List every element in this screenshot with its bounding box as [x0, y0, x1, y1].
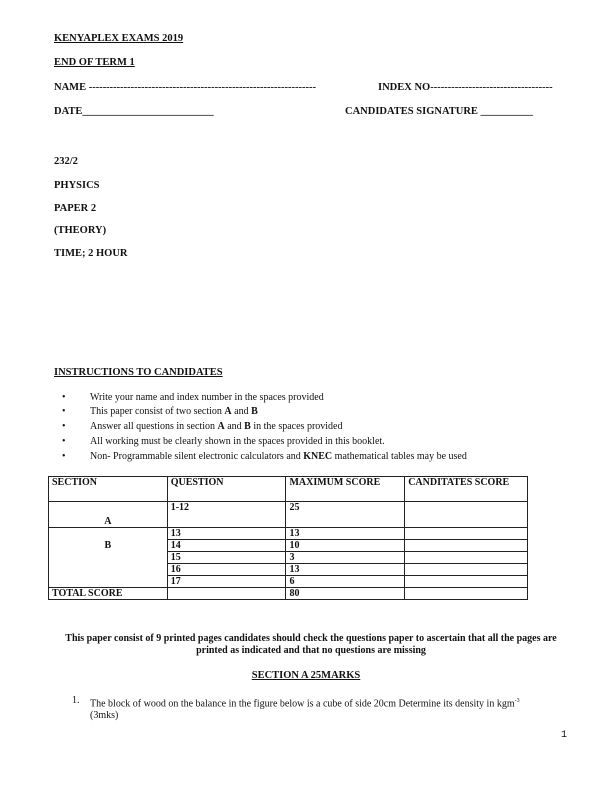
- instruction-text: Answer all questions in section: [90, 421, 218, 432]
- time-allowed: TIME; 2 HOUR: [54, 248, 128, 259]
- candidate-score-cell[interactable]: [405, 576, 528, 588]
- question-cell: 15: [167, 552, 286, 564]
- instruction-text: in the spaces provided: [250, 421, 343, 432]
- bullet-icon: •: [62, 392, 66, 403]
- candidate-score-cell[interactable]: [405, 528, 528, 540]
- section-a-label: A: [49, 502, 168, 528]
- signature-field[interactable]: CANDIDATES SIGNATURE __________: [345, 106, 534, 117]
- table-row-total: [49, 588, 528, 600]
- question-number: 1.: [72, 695, 80, 706]
- paper-code: 232/2: [54, 156, 78, 167]
- instruction-item: [62, 451, 467, 462]
- instruction-text: Non- Programmable silent electronic calculators and: [90, 451, 304, 462]
- bullet-icon: •: [62, 436, 66, 447]
- max-score-cell: 25: [286, 502, 405, 528]
- question-body: The block of wood on the balance in the figure below is a cube of side 20cm Determine its density in kgm: [90, 698, 515, 710]
- header-section: SECTION: [49, 477, 168, 502]
- max-score-cell: 13: [286, 528, 405, 540]
- bullet-icon: •: [62, 451, 66, 462]
- candidate-score-cell[interactable]: [405, 502, 528, 528]
- instruction-text: All working must be clearly shown in the spaces provided in this booklet.: [90, 436, 385, 447]
- question-cell: 16: [167, 564, 286, 576]
- candidate-score-cell[interactable]: [405, 564, 528, 576]
- instruction-item: [62, 436, 385, 447]
- max-score-cell: 10: [286, 540, 405, 552]
- bullet-icon: •: [62, 406, 66, 417]
- instruction-item: [62, 406, 258, 417]
- header-candidates-score: CANDITATES SCORE: [405, 477, 528, 502]
- max-score-cell: 13: [286, 564, 405, 576]
- instruction-text: mathematical tables may be used: [332, 451, 467, 462]
- question-cell: 13: [167, 528, 286, 540]
- exam-title: KENYAPLEX EXAMS 2019: [54, 33, 184, 44]
- instruction-text: and: [231, 406, 252, 417]
- instruction-item: [62, 392, 324, 403]
- exponent: -3: [514, 698, 520, 704]
- page-number: 1: [561, 730, 568, 741]
- name-field[interactable]: NAME -----------------------------------------------------------------: [54, 82, 316, 93]
- paper-type: (THEORY): [54, 225, 107, 236]
- total-max-score: 80: [286, 588, 405, 600]
- term-label: END OF TERM 1: [54, 57, 135, 68]
- question-cell: 1-12: [167, 502, 286, 528]
- paper-number: PAPER 2: [54, 203, 97, 214]
- max-score-cell: 6: [286, 576, 405, 588]
- instruction-bold: B: [251, 406, 258, 417]
- instruction-bold: B: [244, 421, 251, 432]
- candidate-score-cell[interactable]: [405, 540, 528, 552]
- table-header-row: [49, 477, 528, 502]
- instructions-title: INSTRUCTIONS TO CANDIDATES: [54, 367, 223, 378]
- question-marks: (3mks): [90, 710, 119, 722]
- instruction-bold: A: [224, 406, 232, 417]
- section-b-label: B: [49, 528, 168, 588]
- total-label: TOTAL SCORE: [49, 588, 168, 600]
- instruction-text: and: [224, 421, 245, 432]
- date-field[interactable]: DATE_________________________: [54, 106, 214, 117]
- subject: PHYSICS: [54, 180, 100, 191]
- question-text: [90, 695, 570, 722]
- total-candidate-score[interactable]: [405, 588, 528, 600]
- max-score-cell: 3: [286, 552, 405, 564]
- question-cell: 14: [167, 540, 286, 552]
- section-a-heading: SECTION A 25MARKS: [251, 670, 361, 681]
- bullet-icon: •: [62, 421, 66, 432]
- score-table: [48, 476, 528, 600]
- candidate-score-cell[interactable]: [405, 552, 528, 564]
- header-max-score: MAXIMUM SCORE: [286, 477, 405, 502]
- table-row-section-a: [49, 502, 528, 528]
- question-cell: 17: [167, 576, 286, 588]
- header-question: QUESTION: [167, 477, 286, 502]
- table-row: [49, 528, 528, 540]
- instruction-item: [62, 421, 343, 432]
- question-cell: [167, 588, 286, 600]
- instruction-bold: A: [217, 421, 225, 432]
- page-count-notice: This paper consist of 9 printed pages candidates should check the questions paper to ascertain that all the pages are printed as indicated and that no questions are missing: [65, 633, 557, 656]
- instruction-text: This paper consist of two section: [90, 406, 225, 417]
- instruction-text: Write your name and index number in the spaces provided: [90, 392, 324, 403]
- index-number-field[interactable]: INDEX NO-----------------------------------: [378, 82, 553, 93]
- instruction-bold: KNEC: [303, 451, 333, 462]
